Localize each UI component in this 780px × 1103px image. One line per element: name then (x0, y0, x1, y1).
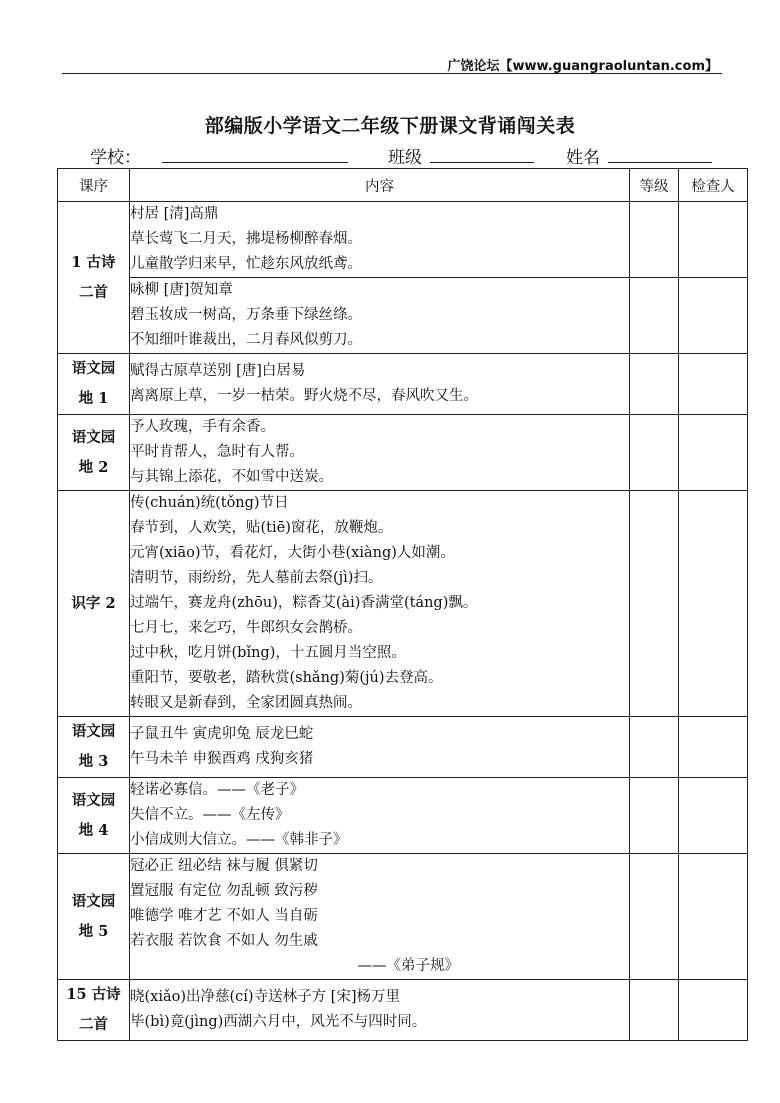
grade-cell[interactable] (630, 202, 679, 278)
table-row (58, 778, 748, 854)
school-label: 学校： (90, 148, 141, 168)
course-cell (58, 980, 130, 1041)
checker-cell[interactable] (679, 778, 748, 854)
content-line: 失信不立。——《左传》 (130, 807, 290, 823)
course-cell (58, 778, 130, 854)
class-label: 班级 (388, 148, 422, 168)
checker-cell[interactable] (679, 278, 748, 354)
content-line: 若衣服 若饮食 不如人 勿生戚 (130, 933, 318, 949)
checker-cell[interactable] (679, 354, 748, 415)
checker-cell[interactable] (679, 854, 748, 980)
checker-cell[interactable] (679, 202, 748, 278)
content-line: 转眼又是新春到，全家团圆真热闹。 (130, 695, 362, 711)
content-cell (130, 202, 630, 278)
content-cell (130, 354, 630, 415)
course-label: 地 4 (78, 821, 109, 839)
recitation-table (57, 168, 748, 1041)
class-field[interactable] (430, 162, 534, 163)
grade-cell[interactable] (630, 980, 679, 1041)
table-row (58, 415, 748, 491)
content-line: 午马未羊 申猴酉鸡 戌狗亥猪 (130, 751, 314, 767)
course-cell (58, 354, 130, 415)
content-line: 冠必正 纽必结 袜与履 俱紧切 (130, 858, 318, 874)
course-label: 识字 2 (71, 594, 116, 612)
content-line: 毕(bì)竟(jìng)西湖六月中，风光不与四时同。 (130, 1014, 427, 1030)
table-row (58, 980, 748, 1041)
checker-cell[interactable] (679, 980, 748, 1041)
content-line: 村居 [清]高鼎 (130, 206, 219, 222)
content-line: 咏柳 [唐]贺知章 (130, 282, 233, 298)
content-line: 传(chuán)统(tǒng)节日 (130, 495, 289, 511)
table-row (58, 202, 748, 278)
content-line: 予人玫瑰，手有余香。 (130, 419, 275, 435)
grade-cell[interactable] (630, 778, 679, 854)
table-row (58, 717, 748, 778)
course-cell (58, 717, 130, 778)
course-label: 语文园 (71, 360, 116, 377)
course-label: 地 3 (78, 753, 109, 770)
grade-cell[interactable] (630, 278, 679, 354)
content-cell (130, 778, 630, 854)
content-line: 过中秋，吃月饼(bǐng)，十五圆月当空照。 (130, 645, 406, 661)
content-line: 赋得古原草送别 [唐]白居易 (130, 363, 306, 379)
content-line: 平时肯帮人，急时有人帮。 (130, 444, 304, 460)
content-line: 过端午，赛龙舟(zhōu)，粽香艾(ài)香满堂(táng)飘。 (130, 595, 478, 611)
site-header: 广饶论坛【www.guangraoluntan.com】 (447, 59, 718, 74)
content-line: 草长莺飞二月天，拂堤杨柳醉春烟。 (130, 231, 362, 247)
content-line: ——《弟子规》 (357, 958, 459, 974)
table-row (58, 278, 748, 354)
course-cell (58, 202, 130, 354)
header-checker: 检查人 (679, 169, 748, 202)
course-label: 语文园 (71, 428, 116, 446)
course-cell (58, 415, 130, 491)
course-label: 15 古诗 (66, 986, 121, 1003)
grade-cell[interactable] (630, 415, 679, 491)
content-line: 七月七，来乞巧，牛郎织女会鹊桥。 (130, 620, 362, 636)
header-grade: 等级 (630, 169, 679, 202)
table-row (58, 491, 748, 717)
header-divider (62, 73, 722, 74)
course-label: 二首 (79, 1016, 108, 1033)
content-line: 与其锦上添花，不如雪中送炭。 (130, 469, 333, 485)
grade-cell[interactable] (630, 854, 679, 980)
content-line: 儿童散学归来早，忙趁东风放纸鸢。 (130, 256, 362, 272)
course-label: 地 5 (78, 922, 109, 940)
school-field[interactable] (162, 162, 348, 163)
content-line: 元宵(xiāo)节，看花灯，大街小巷(xiàng)人如潮。 (130, 545, 455, 561)
content-line: 小信成则大信立。——《韩非子》 (130, 832, 348, 848)
content-line: 置冠服 有定位 勿乱顿 致污秽 (130, 883, 318, 899)
table-header-row (58, 169, 748, 202)
table-row (58, 354, 748, 415)
course-cell (58, 854, 130, 980)
course-label: 地 2 (78, 458, 109, 476)
course-label: 二首 (79, 283, 108, 301)
content-line: 轻诺必寡信。——《老子》 (130, 782, 304, 798)
course-label: 语文园 (71, 723, 116, 740)
page-title: 部编版小学语文二年级下册课文背诵闯关表 (204, 115, 576, 137)
name-label: 姓名 (566, 148, 600, 168)
content-line: 重阳节，要敬老，踏秋赏(shǎng)菊(jú)去登高。 (130, 670, 443, 686)
content-line: 唯德学 唯才艺 不如人 当自砺 (130, 908, 318, 924)
content-cell (130, 491, 630, 717)
course-label: 1 古诗 (71, 253, 116, 271)
checker-cell[interactable] (679, 415, 748, 491)
content-cell (130, 717, 630, 778)
content-cell (130, 278, 630, 354)
header-content: 内容 (130, 169, 630, 202)
content-line: 子鼠丑牛 寅虎卯兔 辰龙巳蛇 (130, 726, 314, 742)
grade-cell[interactable] (630, 491, 679, 717)
course-label: 语文园 (71, 892, 116, 910)
course-label: 语文园 (71, 791, 116, 809)
content-line: 晓(xiǎo)出净慈(cí)寺送林子方 [宋]杨万里 (130, 989, 400, 1005)
grade-cell[interactable] (630, 717, 679, 778)
course-cell (58, 491, 130, 717)
table-row (58, 854, 748, 980)
content-cell (130, 980, 630, 1041)
content-cell (130, 854, 630, 980)
content-cell (130, 415, 630, 491)
course-label: 地 1 (78, 390, 109, 407)
name-field[interactable] (608, 162, 712, 163)
grade-cell[interactable] (630, 354, 679, 415)
content-line: 春节到，人欢笑，贴(tiē)窗花，放鞭炮。 (130, 520, 393, 536)
content-line: 清明节，雨纷纷，先人墓前去祭(jì)扫。 (130, 570, 383, 586)
content-line: 离离原上草，一岁一枯荣。野火烧不尽，春风吹又生。 (130, 388, 478, 404)
info-row (90, 143, 730, 169)
content-line: 不知细叶谁裁出，二月春风似剪刀。 (130, 332, 362, 348)
header-course: 课序 (58, 169, 130, 202)
checker-cell[interactable] (679, 717, 748, 778)
content-line: 碧玉妆成一树高，万条垂下绿丝绦。 (130, 307, 362, 323)
checker-cell[interactable] (679, 491, 748, 717)
